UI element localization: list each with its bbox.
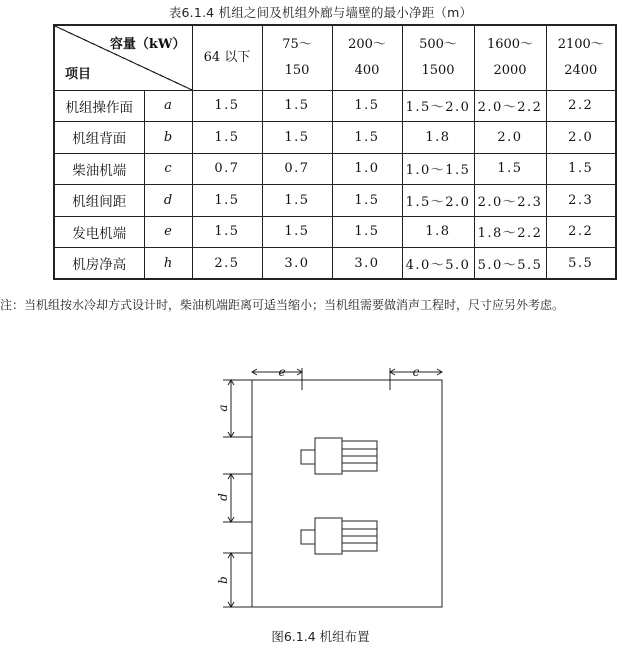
table-cell: 3.0 [262,248,332,280]
table-cell: 1.5～2.0 [402,185,474,217]
dimension-label-d: d [216,493,230,501]
row-name: 机组操作面 [54,90,144,122]
table-cell: 1.5 [192,185,262,217]
generator-unit [301,438,377,474]
column-header-line: 75～ [282,36,312,52]
table-cell: 1.5 [262,122,332,154]
table-cell: 2.0～2.3 [474,185,546,217]
table-cell: 5.0～5.5 [474,248,546,280]
dimension-label-a: a [216,404,230,412]
capacity-column-header [332,25,402,90]
column-header-line: 2400 [564,62,598,78]
table-cell: 2.0 [546,122,616,154]
row-name: 机房净高 [54,248,144,280]
table-cell: 1.5 [546,153,616,185]
table-cell: 2.2 [546,216,616,248]
table-cell: 1.8 [402,216,474,248]
item-label: 项目 [65,66,92,82]
table-cell: 1.8 [402,122,474,154]
capacity-column-header [402,25,474,90]
table-cell: 5.5 [546,248,616,280]
row-name: 发电机端 [54,216,144,248]
capacity-column-header [192,25,262,90]
table-cell: 3.0 [332,248,402,280]
row-symbol: a [144,90,192,122]
table-cell: 2.0 [474,122,546,154]
column-header-line: 64 以下 [203,49,251,65]
table-cell: 1.5 [192,216,262,248]
table-cell: 1.5 [332,216,402,248]
table-cell: 1.5 [262,216,332,248]
capacity-column-header [546,25,616,90]
table-cell: 1.8～2.2 [474,216,546,248]
table-cell: 1.0 [332,153,402,185]
table-note: 注：当机组按水冷却方式设计时，柴油机端距离可适当缩小；当机组需要做消声工程时，尺寸应另外考虑。 [0,298,565,312]
header-row [54,25,616,90]
dimension-label-e: e [278,365,286,379]
table-cell: 1.5～2.0 [402,90,474,122]
table-cell: 1.5 [474,153,546,185]
column-header-line: 150 [284,62,310,78]
table-cell: 1.5 [262,185,332,217]
column-header-line: 200～ [348,36,386,52]
row-name: 机组间距 [54,185,144,217]
capacity-column-header [262,25,332,90]
table-cell: 2.0～2.2 [474,90,546,122]
capacity-label: 容量（kW） [109,37,186,52]
table-cell: 2.5 [192,248,262,280]
room-outline [252,380,442,607]
table-cell: 2.3 [546,185,616,217]
table-cell: 1.5 [332,90,402,122]
clearance-table [53,24,617,280]
column-header-line: 500～ [419,36,457,52]
table-cell: 1.5 [262,90,332,122]
row-name: 柴油机端 [54,153,144,185]
column-header-line: 1500 [421,62,455,78]
row-symbol: e [144,216,192,248]
column-header-line: 2000 [493,62,527,78]
diagonal-header-cell [54,25,192,90]
table-cell: 4.0～5.0 [402,248,474,280]
dimension-label-b: b [216,576,230,584]
genset-layout-figure [195,365,455,615]
row-name: 机组背面 [54,122,144,154]
column-header-line: 2100～ [557,36,604,52]
generator-unit [301,518,377,554]
table-title: 表6.1.4 机组之间及机组外廊与墙壁的最小净距（m） [168,5,473,20]
table-cell: 1.5 [192,90,262,122]
table-row [54,122,616,154]
table-cell: 1.5 [332,185,402,217]
dimension-label-c: c [412,365,420,379]
figure-caption: 图6.1.4 机组布置 [271,629,370,644]
table-cell: 1.0～1.5 [402,153,474,185]
row-symbol: c [144,153,192,185]
table-cell: 1.5 [332,122,402,154]
table-row [54,248,616,280]
table-row [54,90,616,122]
capacity-column-header [474,25,546,90]
column-header-line: 1600～ [486,36,534,52]
table-row [54,216,616,248]
row-symbol: h [144,248,192,280]
table-row [54,185,616,217]
table-cell: 0.7 [262,153,332,185]
table-cell: 0.7 [192,153,262,185]
column-header-line: 400 [354,62,380,78]
table-cell: 1.5 [192,122,262,154]
row-symbol: d [144,185,192,217]
row-symbol: b [144,122,192,154]
table-row [54,153,616,185]
table-cell: 2.2 [546,90,616,122]
